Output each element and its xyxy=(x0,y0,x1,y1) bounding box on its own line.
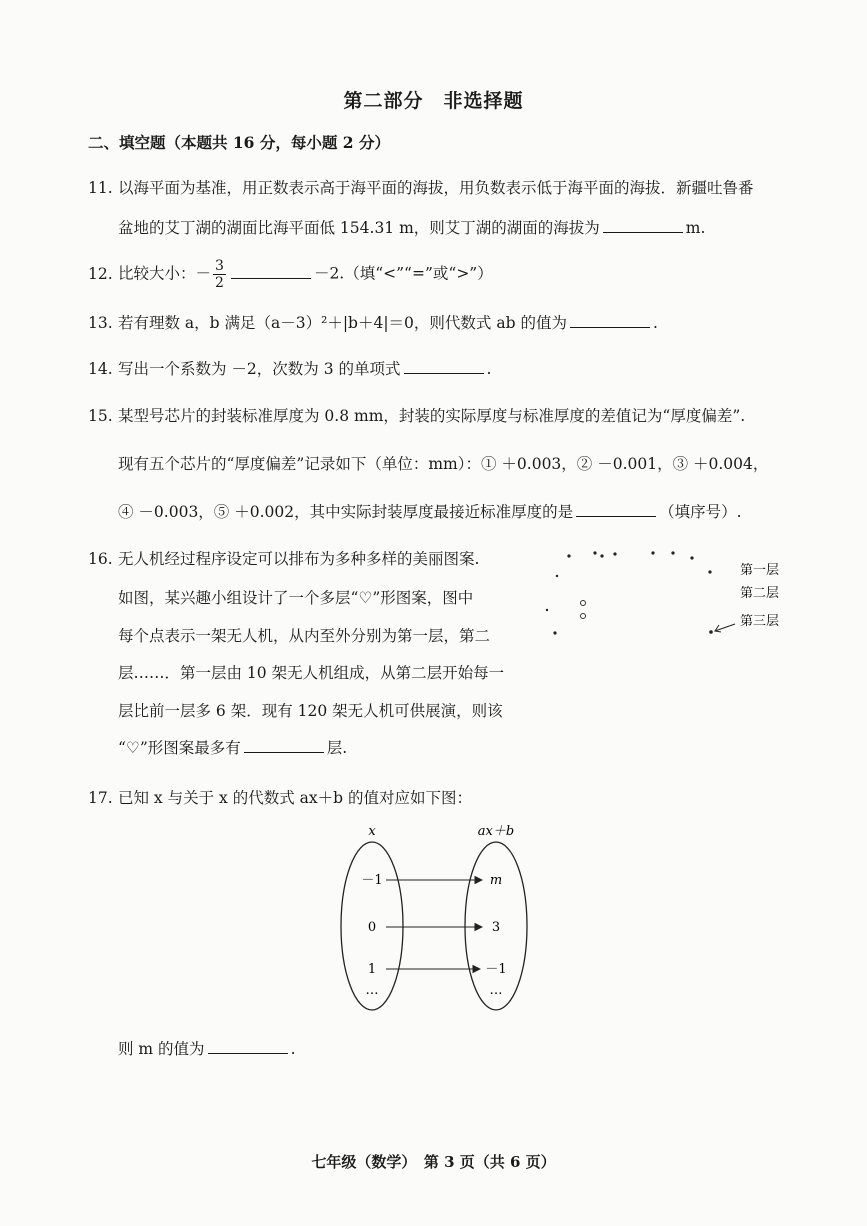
question-text: . xyxy=(652,314,658,332)
answer-blank[interactable] xyxy=(208,1039,288,1054)
question-text: 若有理数 a，b 满足（a－3）²＋|b＋4|＝0，则代数式 ab 的值为 xyxy=(118,314,567,332)
answer-blank[interactable] xyxy=(603,218,683,233)
question-text: . xyxy=(486,360,492,378)
drone-dot xyxy=(553,631,556,634)
domain-value: 1 xyxy=(367,962,377,977)
section-header: 二、填空题（本题共 16 分，每小题 2 分） xyxy=(88,133,390,152)
range-value: m xyxy=(489,873,503,888)
question-11-line-1 xyxy=(88,176,754,198)
question-11-line-2 xyxy=(118,216,705,238)
drone-dot xyxy=(709,630,713,634)
mapping-diagram xyxy=(320,818,550,1018)
answer-blank[interactable] xyxy=(231,264,311,279)
question-text: 如图，某兴趣小组设计了一个多层“♡”形图案，图中 xyxy=(118,589,474,607)
arrow-line xyxy=(715,624,735,631)
question-number: 15. xyxy=(88,407,113,425)
question-number: 12. xyxy=(88,264,113,283)
drone-dot xyxy=(708,570,711,573)
question-text: 某型号芯片的封装标准厚度为 0.8 mm，封装的实际厚度与标准厚度的差值记为“厚度偏差”. xyxy=(118,407,746,425)
range-value: －1 xyxy=(485,962,507,977)
range-label: ax＋b xyxy=(477,824,515,839)
question-16-line-6 xyxy=(118,736,347,758)
question-16-line-1 xyxy=(88,547,479,569)
question-text: m. xyxy=(685,219,706,237)
question-14 xyxy=(88,357,491,379)
drone-dot xyxy=(593,551,596,554)
drone-dots xyxy=(546,551,713,634)
drone-dot xyxy=(567,554,570,557)
question-15-line-1 xyxy=(88,404,745,426)
question-text: 写出一个系数为 －2，次数为 3 的单项式 xyxy=(118,360,401,378)
question-16-line-2 xyxy=(118,586,473,608)
question-text: －2.（填“<”“=”或“>”） xyxy=(313,264,493,283)
range-value: 3 xyxy=(491,920,501,935)
question-number: 13. xyxy=(88,314,113,332)
question-text: 盆地的艾丁湖的湖面比海平面低 154.31 m，则艾丁湖的湖面的海拔为 xyxy=(118,219,600,237)
question-number: 14. xyxy=(88,360,113,378)
question-17 xyxy=(88,786,472,808)
question-15-line-2 xyxy=(118,452,768,474)
layer-label-1: 第一层 xyxy=(740,563,780,578)
range-ellipsis: … xyxy=(489,983,503,998)
question-text: ④ －0.003，⑤ ＋0.002，其中实际封装厚度最接近标准厚度的是 xyxy=(118,503,574,521)
question-text: 无人机经过程序设定可以排布为多种多样的美丽图案. xyxy=(118,550,480,568)
answer-blank[interactable] xyxy=(576,502,656,517)
drone-dot xyxy=(651,551,654,554)
layer-label-3: 第三层 xyxy=(740,614,780,629)
domain-value: －1 xyxy=(361,873,383,888)
drone-dot xyxy=(581,614,586,619)
drone-dot xyxy=(546,609,548,611)
question-text: 层. xyxy=(326,739,348,757)
question-text: 比较大小：－ xyxy=(118,264,212,283)
question-text: . xyxy=(290,1040,296,1058)
question-text: 以海平面为基准，用正数表示高于海平面的海拔，用负数表示低于海平面的海拔．新疆吐鲁番 xyxy=(118,179,754,197)
page-title: 第二部分 非选择题 xyxy=(343,90,524,112)
drone-dot xyxy=(671,551,674,554)
question-text: 已知 x 与关于 x 的代数式 ax＋b 的值对应如下图： xyxy=(118,789,472,807)
drone-heart-figure xyxy=(535,540,795,650)
domain-label: x xyxy=(368,824,376,839)
fraction xyxy=(213,258,226,291)
question-text: 则 m 的值为 xyxy=(118,1040,205,1058)
question-text: 每个点表示一架无人机，从内至外分别为第一层，第二 xyxy=(118,627,491,645)
question-text: “♡”形图案最多有 xyxy=(118,739,241,757)
answer-blank[interactable] xyxy=(404,359,484,374)
question-number: 16. xyxy=(88,550,113,568)
fraction-numerator: 3 xyxy=(215,258,224,274)
drone-dot xyxy=(556,575,558,577)
question-13 xyxy=(88,311,658,333)
drone-dot xyxy=(613,552,616,555)
question-16-line-3 xyxy=(118,624,490,646)
question-12 xyxy=(88,258,493,291)
question-15-line-3 xyxy=(118,500,742,522)
question-text: （填序号）. xyxy=(659,503,742,521)
answer-blank[interactable] xyxy=(244,738,324,753)
question-text: 现有五个芯片的“厚度偏差”记录如下（单位：mm）：① ＋0.003，② －0.001，③ ＋0.004， xyxy=(118,455,769,473)
layer-label-2: 第二层 xyxy=(740,586,780,601)
question-16-line-4 xyxy=(118,661,504,683)
question-16-line-5 xyxy=(118,699,503,721)
drone-rings xyxy=(581,601,586,619)
question-number: 17. xyxy=(88,789,113,807)
arrow-head xyxy=(715,625,721,632)
page-footer: 七年级（数学） 第 3 页（共 6 页） xyxy=(311,1153,556,1171)
question-text: 层……．第一层由 10 架无人机组成，从第二层开始每一 xyxy=(118,664,505,682)
answer-blank[interactable] xyxy=(570,313,650,328)
domain-value: 0 xyxy=(367,920,377,935)
drone-dot xyxy=(690,556,693,559)
fraction-denominator: 2 xyxy=(215,275,224,291)
domain-ellipsis: … xyxy=(365,983,379,998)
question-17-answer xyxy=(118,1037,296,1059)
question-number: 11. xyxy=(88,179,113,197)
question-text: 层比前一层多 6 架．现有 120 架无人机可供展演，则该 xyxy=(118,702,503,720)
label-arrow xyxy=(715,624,735,632)
drone-dot xyxy=(581,601,586,606)
drone-dot xyxy=(600,554,603,557)
